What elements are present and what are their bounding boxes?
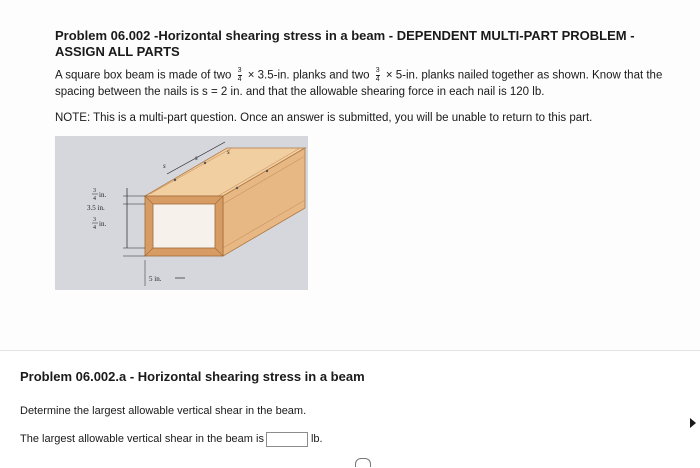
three-point-five-in-label: 3.5 in. (87, 204, 105, 212)
box-beam-illustration (55, 136, 308, 290)
frac-label-num: 3 (93, 188, 96, 194)
fraction-three-quarters (238, 67, 242, 84)
answer-unit: lb. (310, 433, 323, 445)
answer-row (20, 430, 323, 448)
frac-numerator: 3 (375, 67, 380, 74)
nail-mark (174, 179, 176, 181)
hint-icon[interactable] (355, 458, 371, 467)
intro-text-4: in. and that the allowable shearing force in each nail is 120 lb. (230, 86, 545, 98)
frac-label-den: 4 (93, 225, 96, 231)
s-label: s (227, 148, 230, 156)
problem-title: Problem 06.002 -Horizontal shearing stress in a beam - DEPENDENT MULTI-PART PROBLEM - ASSIGN ALL PARTS (55, 28, 635, 59)
s-label: s (195, 154, 198, 162)
frac-label-num: 3 (93, 217, 96, 223)
s-label: s (163, 162, 166, 170)
box-beam-figure (55, 136, 308, 290)
nail-mark (236, 187, 238, 189)
problem-intro (55, 67, 685, 100)
frac-label-den: 4 (93, 196, 96, 202)
fraction-three-quarters (376, 67, 380, 84)
part-a-question: Determine the largest allowable vertical shear in the beam. (20, 405, 307, 417)
answer-prompt: The largest allowable vertical shear in the beam is (20, 433, 264, 445)
part-a-title: Problem 06.002.a - Horizontal shearing stress in a beam (20, 369, 365, 384)
three-quarter-in-label: in. (99, 220, 107, 228)
intro-text-2: × 3.5-in. planks and two (247, 69, 370, 82)
three-quarter-in-label: in. (99, 191, 107, 199)
nail-spacing-value: s = 2 (202, 86, 228, 98)
beam-hollow (153, 204, 215, 248)
nail-mark (266, 170, 268, 172)
frac-denominator: 4 (237, 76, 242, 83)
five-in-label: 5 in. (149, 275, 162, 283)
next-arrow-icon[interactable] (690, 418, 696, 428)
multi-part-note: NOTE: This is a multi-part question. Once an answer is submitted, you will be unable to return to this part. (55, 112, 593, 124)
intro-text-1: A square box beam is made of two (55, 69, 232, 82)
nail-mark (204, 162, 206, 164)
frac-denominator: 4 (375, 76, 380, 83)
intro-text-3: × 5-in. planks nailed together as shown. Know that the spacing between the nails is (55, 69, 663, 98)
shear-answer-input[interactable] (266, 432, 308, 447)
section-divider (0, 350, 700, 351)
frac-numerator: 3 (237, 67, 242, 74)
